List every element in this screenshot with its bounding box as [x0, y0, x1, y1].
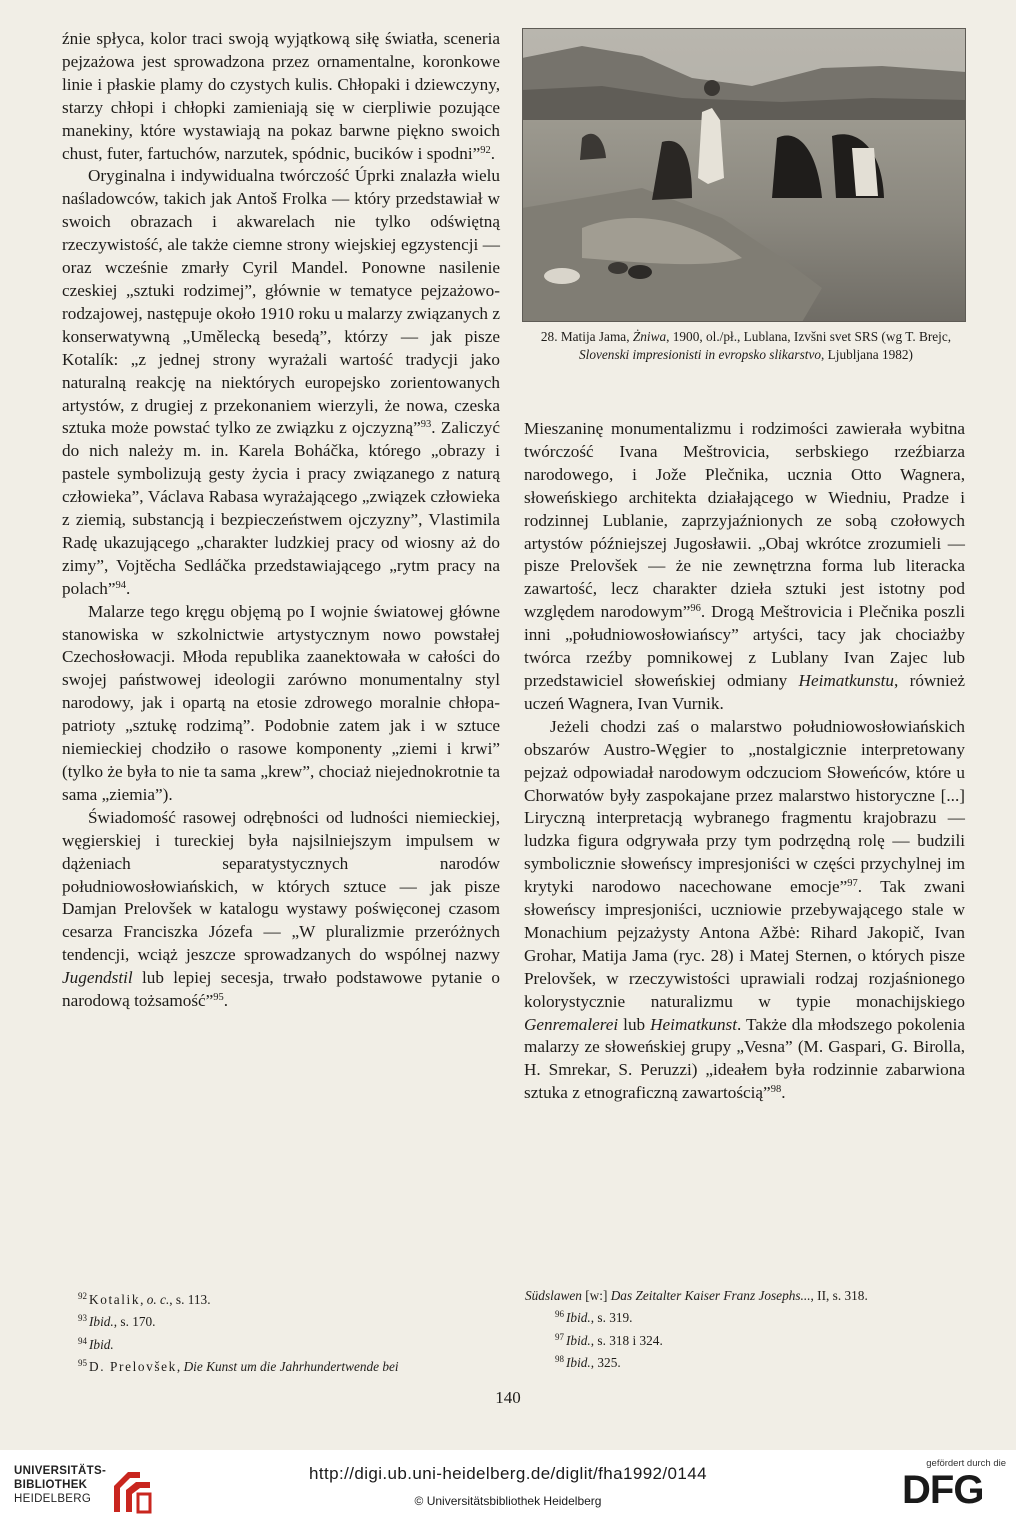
- painting-image: [522, 28, 966, 322]
- footnote-ref[interactable]: 92: [480, 144, 491, 156]
- footnote-ref[interactable]: 98: [770, 1084, 782, 1096]
- viewer-footer: [0, 1450, 1016, 1524]
- funded-by-label: gefördert durch die: [926, 1458, 1006, 1469]
- footnote: $^{94}$ Ibid.: [78, 1335, 114, 1352]
- dfg-logo[interactable]: [902, 1458, 1006, 1516]
- paragraph: Oryginalna i indywidualna twórczość Úprki znalazła wielu naśladowców, takich jak Antoš Frolka — który przedstawiał w swoich obrazach i akwarelach nie tylko odświętną rzeczywistość, ale także ciemne strony wiejskiej egzystencji — oraz wcześnie zmarły Cyril Mandel. Ponowne nasilenie czeskiej „sztuki rodzimej”, głównie w tematyce pejzażowo-rodzajowej, następuje około 1910 roku u malarzy związanych z konserwatywną „Umělecką besedą”, którzy — jak pisze Kotalík: „z jednej strony wyrażali wartość tradycji jako naturalną reakcję na niektórych europejsko zorientowanych artystów, z drugiej z przekonaniem wierzyli, że nowa, czeska sztuka może powstać tylko ze związku z ojczyzną”$^{93}$. Zaliczyć do nich należy m. in. Karela Boháčka, którego „obrazy i pastele symbolizują gesty życia i pracy związanego z naturą człowieka”, Václava Rabasa wyrażającego „związek człowieka z ziemią, substancją i bezpieczeństwem ojczyzny”, Vlastimila Radę ukazującego „charakter ludzkiej pracy od wiosny aż do zimy”, Vojtěcha Sedláčka przedstawiającego „rytm pracy na polach”$^{94}$.: [62, 166, 500, 598]
- paragraph: Świadomość rasowej odrębności od ludności niemieckiej, węgierskiej i tureckiej była najsilniejszym impulsem w dążeniach separatystycznych narodów południowosłowiańskich, w których sztuce — jak pisze Damjan Prelovšek w katalogu wystawy poświęconej czasom cesarza Franciszka Józefa — „W pluralizmie przeróżnych tendencji, wciąż jeszcze sprowadzanych do wspólnej nazwy Jugendstil lub lepiej secesja, trwało podstawowe pytanie o narodową tożsamość”$^{95}$.: [62, 807, 500, 1011]
- footnote: $^{92}$ Kotalik, o. c., s. 113.: [78, 1291, 211, 1307]
- left-text-column: [62, 28, 500, 1013]
- right-text-column: [524, 418, 965, 1105]
- paragraph: Malarze tego kręgu objęmą po I wojnie światowej główne stanowiska w szkolnictwie artystycznym nowo powstałej Czechosłowacji. Młoda republika zaanektowała w całości do swojej państwowej ideologii zarówno monumentalny styl narodowy, jak i opartą na etosie zdrowego moralnie chłopa-patrioty „sztukę rodzimą”. Podobnie zatem jak i w sztuce niemieckiej chodziło o rasowe komponenty „ziemi i krwi” (tylko że była to nie ta sama „krew”, chociaż niejednokrotnie ta sama „ziemia”).: [62, 601, 500, 804]
- library-name: UNIVERSITÄTS- BIBLIOTHEK HEIDELBERG: [14, 1465, 107, 1505]
- footnote-ref[interactable]: 94: [115, 579, 126, 591]
- dfg-wordmark: DFG: [902, 1468, 984, 1512]
- paragraph: Jeżeli chodzi zaś o malarstwo południowosłowiańskich obszarów Austro-Węgier to „nostalgicznie interpretowany pejzaż odpowiadał narodowym odczuciom Słoweńców, które u Chorwatów były zaspokajane przez malarstwo historyczne [...] Liryczną interpretacją wybranego fragmentu krajobrazu — ludzka figura odgrywała przy tym podrzędną rolę — budzili symbolicznie słoweńscy impresjoniści w części przychylnej im krytyki narodowo nacechowane emocje”$^{97}$. Tak zwani słoweńscy impresjoniści, uczniowie przebywającego stale w Monachium pejzażysty Antona Ažbė: Rihard Jakopič, Ivan Grohar, Matija Jama (ryc. 28) i Matej Sternen, o których pisze Prelovšek, w rzeczywistości uprawiali rodzaj rozjaśnionego kolorystycznie naturalizmu w typie monachijskiego Genremalerei lub Heimatkunst. Także dla młodszego pokolenia malarzy ze słoweńskiej grupy „Vesna” (M. Gaspari, G. Birolla, H. Smrekar, S. Peruzzi) „ideałem była rodzinnie zabarwiona sztuka z etnograficzną zawartością”$^{98}$.: [524, 716, 965, 1103]
- footnote: $^{97}$ Ibid., s. 318 i 324.: [555, 1331, 663, 1348]
- footnotes-right: [525, 1287, 970, 1372]
- footnote-ref[interactable]: 96: [690, 603, 701, 615]
- permalink-url[interactable]: http://digi.ub.uni-heidelberg.de/diglit/fha1992/0144: [309, 1464, 707, 1483]
- footnote: $^{98}$ Ibid., 325.: [555, 1353, 621, 1370]
- figure-painting-harvest: [522, 28, 966, 322]
- footnote-ref[interactable]: 93: [420, 419, 432, 431]
- footnote: $^{93}$ Ibid., s. 170.: [78, 1313, 156, 1330]
- footnote: Südslawen [w:] Das Zeitalter Kaiser Franz Josephs..., II, s. 318.: [525, 1288, 868, 1303]
- footnote: $^{95}$ D. Prelovšek, Die Kunst um die Jahrhundertwende bei: [78, 1357, 399, 1374]
- copyright-notice: © Universitätsbibliothek Heidelberg: [414, 1494, 602, 1508]
- paragraph: Mieszaninę monumentalizmu i rodzimości zawierała wybitna twórczość Ivana Meštrovicia, serbskiego rzeźbiarza narodowego, i Jože Plečnika, ucznia Otto Wagnera, słoweńskiego architekta działającego w Wiedniu, Pradze i rodzinnej Lublanie, zaprzyjaźnionych ze sobą czołowych artystów późniejszej Jugosławii. „Obaj wkrótce zrozumieli — pisze Prelovšek — że nie zewnętrzna forma lub literacka zawartość, lecz charakter dzieła sztuki jest istotny pod względem narodowym”$^{96}$. Drogą Meštrovicia i Plečnika poszli inni „południowosłowiańscy” artyści, tacy jak chociażby twórca rzeźby pomnikowej z Lublany Ivan Zajec lub przedstawiciel słoweńskiej odmiany Heimatkunstu, również uczeń Wagnera, Ivan Vurnik.: [524, 419, 965, 713]
- figure-caption: 28. Matija Jama, Żniwa, 1900, ol./pł., Lublana, Izvšni svet SRS (wg T. Brejc, Slovenski impresionisti in evropsko slikarstvo, Ljubljana 1982): [540, 329, 952, 363]
- paragraph: źnie spłyca, kolor traci swoją wyjątkową siłę światła, sceneria pejzażowa jest sprowadzona przez ornamentalne, koronkowe linie i płaskie plamy do czystych kulis. Chłopaki i dziewczyny, starzy chłopi i chłopki zamieniają się w cierpliwie pozujące manekiny, które wystawiają na pokaz barwne piękno swoich chust, futer, fartuchów, narzutek, spódnic, bucików i spodni”$^{92}$.: [62, 29, 500, 163]
- footnote: $^{96}$ Ibid., s. 319.: [555, 1309, 633, 1326]
- footnote-ref[interactable]: 95: [213, 992, 224, 1004]
- footnotes-left: [78, 1287, 508, 1376]
- footnote-ref[interactable]: 97: [847, 878, 858, 890]
- page-number: 140: [495, 1388, 521, 1407]
